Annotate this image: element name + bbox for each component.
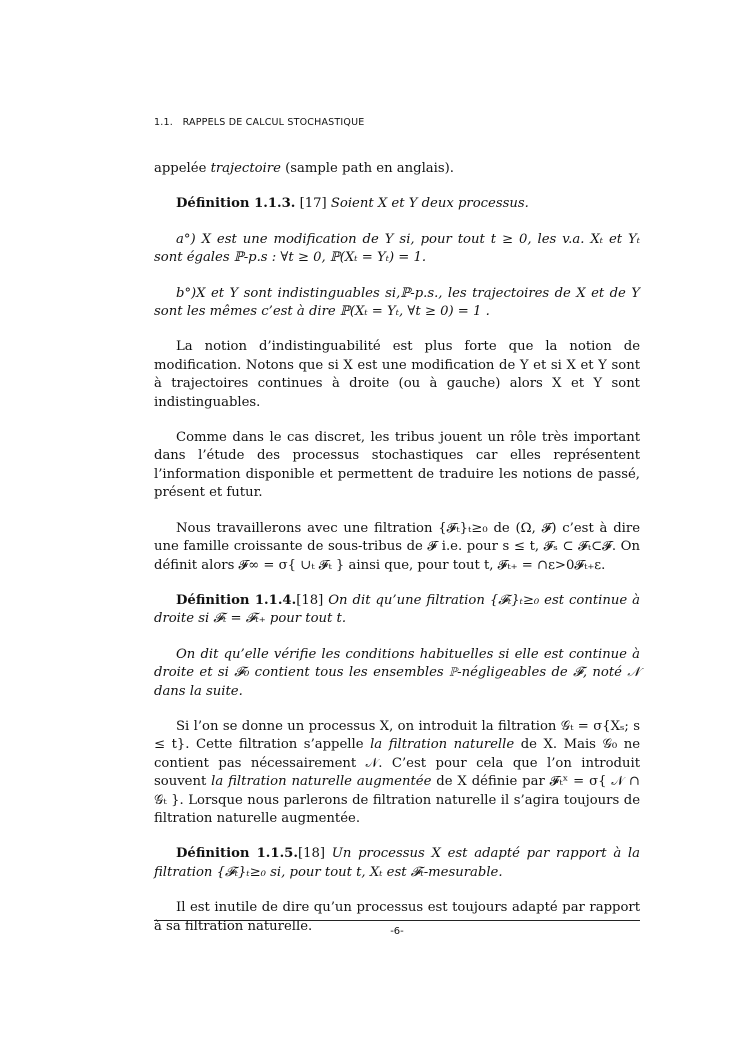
header-section-number: 1.1. xyxy=(154,117,173,128)
footer-rule xyxy=(154,920,640,921)
paragraph-trajectoire xyxy=(154,160,640,178)
definition-label: Définition 1.1.3. xyxy=(176,196,296,212)
paragraph-adapte: Il est inutile de dire qu’un processus est toujours adapté par rapport à sa filtration naturelle. xyxy=(154,900,640,934)
definition-text: Soient X et Y deux processus. xyxy=(330,196,529,212)
citation: [17] xyxy=(295,196,331,212)
page-number: -6- xyxy=(390,926,404,937)
text-span: Si l’on se donne un processus X, on introduit la filtration 𝒢ₜ = σ{Xₛ; s ≤ t}. Cette filtration s’appelle xyxy=(154,718,640,753)
term-filtration-naturelle: la filtration naturelle xyxy=(370,737,515,753)
definition-text: On dit qu’une filtration {𝓕ₜ}ₜ≥₀ est continue à droite si 𝓕ₜ = 𝓕ₜ₊ pour tout t. xyxy=(154,592,640,627)
paragraph-tribus: Comme dans le cas discret, les tribus jouent un rôle très important dans l’étude des processus stochastiques car elles représentent l’information disponible et permettent de traduire les notions de passé, présent et futur. xyxy=(154,430,640,501)
text-span: appelée xyxy=(154,161,211,176)
running-header xyxy=(154,117,640,128)
definition-1-1-3 xyxy=(154,195,640,213)
paragraph-indistinguabilite: La notion d’indistinguabilité est plus forte que la notion de modification. Notons que si X est une modification de Y et si X et Y sont à trajectoires continues à droite (ou à gauche) alors X et Y sont indistinguables. xyxy=(154,339,640,410)
text-span: de X définie par 𝓕ₜˣ = σ{ 𝒩 ∩ 𝒢ₜ }. Lorsque nous parlerons de filtration naturelle il s’agira toujours de filtration naturelle augmentée. xyxy=(154,774,640,826)
text-span: de X. Mais 𝒢₀ ne contient pas nécessairement 𝒩. C’est pour cela que l’on introduit souvent xyxy=(154,737,640,790)
main-text xyxy=(154,160,640,953)
paragraph-conditions-habituelles: On dit qu’elle vérifie les conditions habituelles si elle est continue à droite et si 𝓕₀ contient tous les ensembles ℙ-négligeables de 𝓕, noté 𝒩 dans la suite. xyxy=(154,646,640,699)
definition-label: Définition 1.1.5. xyxy=(176,846,298,862)
citation: [18] xyxy=(297,846,332,862)
definition-text: Un processus X est adapté par rapport à la filtration {𝓕ₜ}ₜ≥₀ si, pour tout t, Xₜ est 𝓕ₜ-mesurable. xyxy=(154,846,641,880)
definition-1-1-5 xyxy=(154,845,640,882)
term-trajectoire: trajectoire xyxy=(210,161,281,176)
citation: [18] xyxy=(296,592,329,608)
paragraph-filtration-naturelle xyxy=(154,718,640,828)
term-filtration-augmentee: la filtration naturelle augmentée xyxy=(211,774,432,790)
header-title: RAPPELS DE CALCUL STOCHASTIQUE xyxy=(182,117,365,128)
text-span: (sample path en anglais). xyxy=(280,161,454,176)
definition-label: Définition 1.1.4. xyxy=(176,592,297,608)
paragraph-filtration: Nous travaillerons avec une filtration {𝓕ₜ}ₜ≥₀ de (Ω, 𝓕) c’est à dire une famille croissante de sous-tribus de 𝓕 i.e. pour s ≤ t, 𝓕ₛ ⊂ 𝓕ₜ⊂𝓕. On définit alors 𝓕∞ = σ{ ∪ₜ 𝓕ₜ } ainsi que, pour tout t, 𝓕ₜ₊ = ∩ε>0𝓕ₜ₊ε. xyxy=(154,520,640,573)
item-b-indistinguables: b°)X et Y sont indistinguables si,ℙ-p.s., les trajectoires de X et de Y sont les mêmes c’est à dire ℙ(Xₜ = Yₜ, ∀t ≥ 0) = 1 . xyxy=(154,285,640,320)
item-a-modification: a°) X est une modification de Y si, pour tout t ≥ 0, les v.a. Xₜ et Yₜ sont égales ℙ-p.s : ∀t ≥ 0, ℙ(Xₜ = Yₜ) = 1. xyxy=(154,231,640,266)
definition-1-1-4 xyxy=(154,592,640,629)
